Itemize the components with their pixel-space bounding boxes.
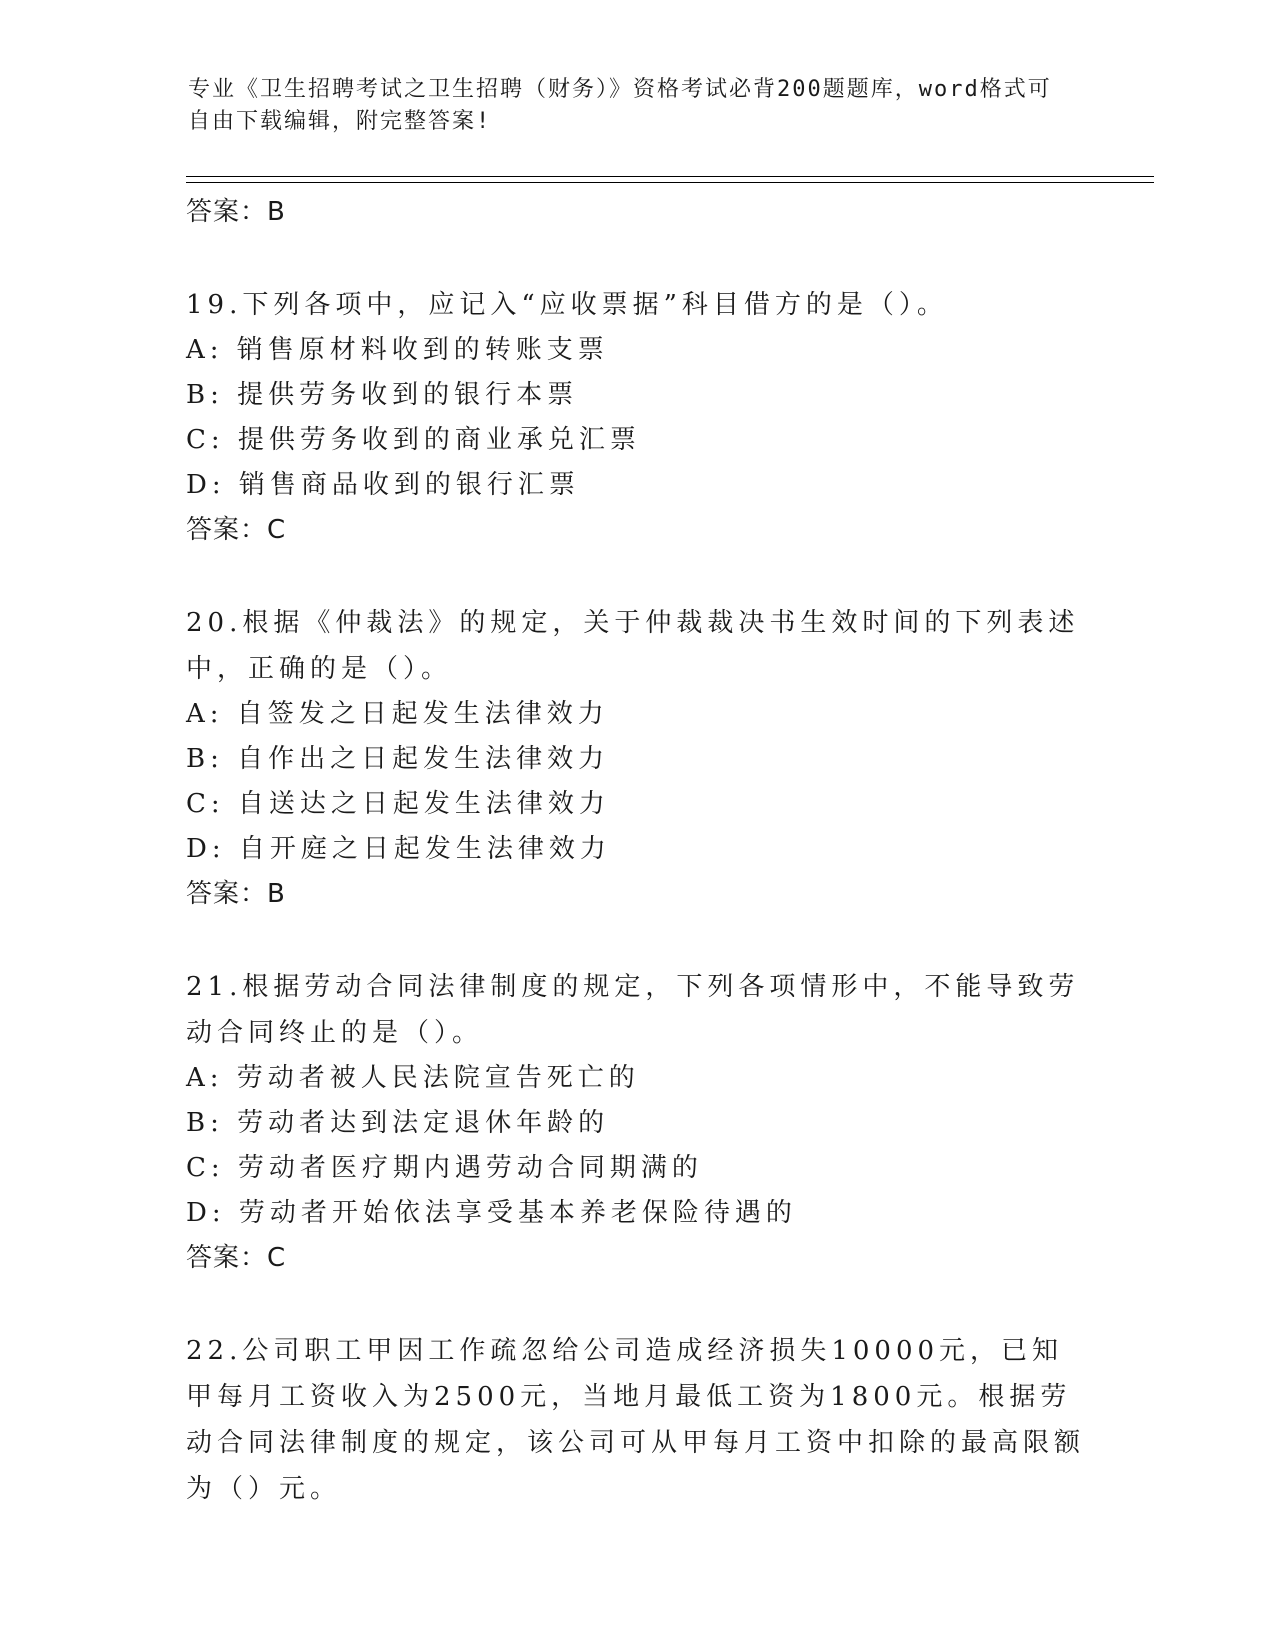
option-b: B: 提供劳务收到的银行本票 [186,380,579,410]
option-c: C: 劳动者医疗期内遇劳动合同期满的 [186,1153,703,1183]
header-rule-top [186,176,1154,177]
option-c: C: 提供劳务收到的商业承兑汇票 [186,425,641,455]
option-d: D: 劳动者开始依法享受基本养老保险待遇的 [186,1198,797,1228]
answer-line: 答案：C [186,515,287,545]
option-a: A: 自签发之日起发生法律效力 [186,699,609,729]
option-b: B: 自作出之日起发生法律效力 [186,744,610,774]
option-b: B: 劳动者达到法定退休年龄的 [186,1108,610,1138]
question-block [186,282,1086,552]
question-block [186,964,1086,1280]
question-block [186,1328,1086,1512]
answer-line: 答案：B [186,879,286,909]
option-c: C: 自送达之日起发生法律效力 [186,789,610,819]
answer-line: 答案：B [186,197,286,227]
question-list [186,190,1086,1512]
option-d: D: 销售商品收到的银行汇票 [186,470,580,500]
question-text: 21.根据劳动合同法律制度的规定，下列各项情形中，不能导致劳动合同终止的是（）。 [186,972,1080,1048]
option-a: A: 销售原材料收到的转账支票 [186,335,609,365]
question-text: 22.公司职工甲因工作疏忽给公司造成经济损失10000元，已知甲每月工资收入为2500元，当地月最低工资为1800元。根据劳动合同法律制度的规定，该公司可从甲每月工资中扣除的最高限额为（）元。 [186,1336,1086,1504]
header-rule-bottom [186,182,1154,183]
question-block [186,600,1086,916]
option-a: A: 劳动者被人民法院宣告死亡的 [186,1063,640,1093]
question-text: 20.根据《仲裁法》的规定，关于仲裁裁决书生效时间的下列表述中，正确的是（）。 [186,608,1080,684]
answer-line: 答案：C [186,1243,287,1273]
page-header: 专业《卫生招聘考试之卫生招聘（财务）》资格考试必背200题题库，word格式可自由下载编辑，附完整答案! [188,77,1052,134]
option-d: D: 自开庭之日起发生法律效力 [186,834,611,864]
question-text: 19.下列各项中，应记入“应收票据”科目借方的是（）。 [186,290,948,320]
